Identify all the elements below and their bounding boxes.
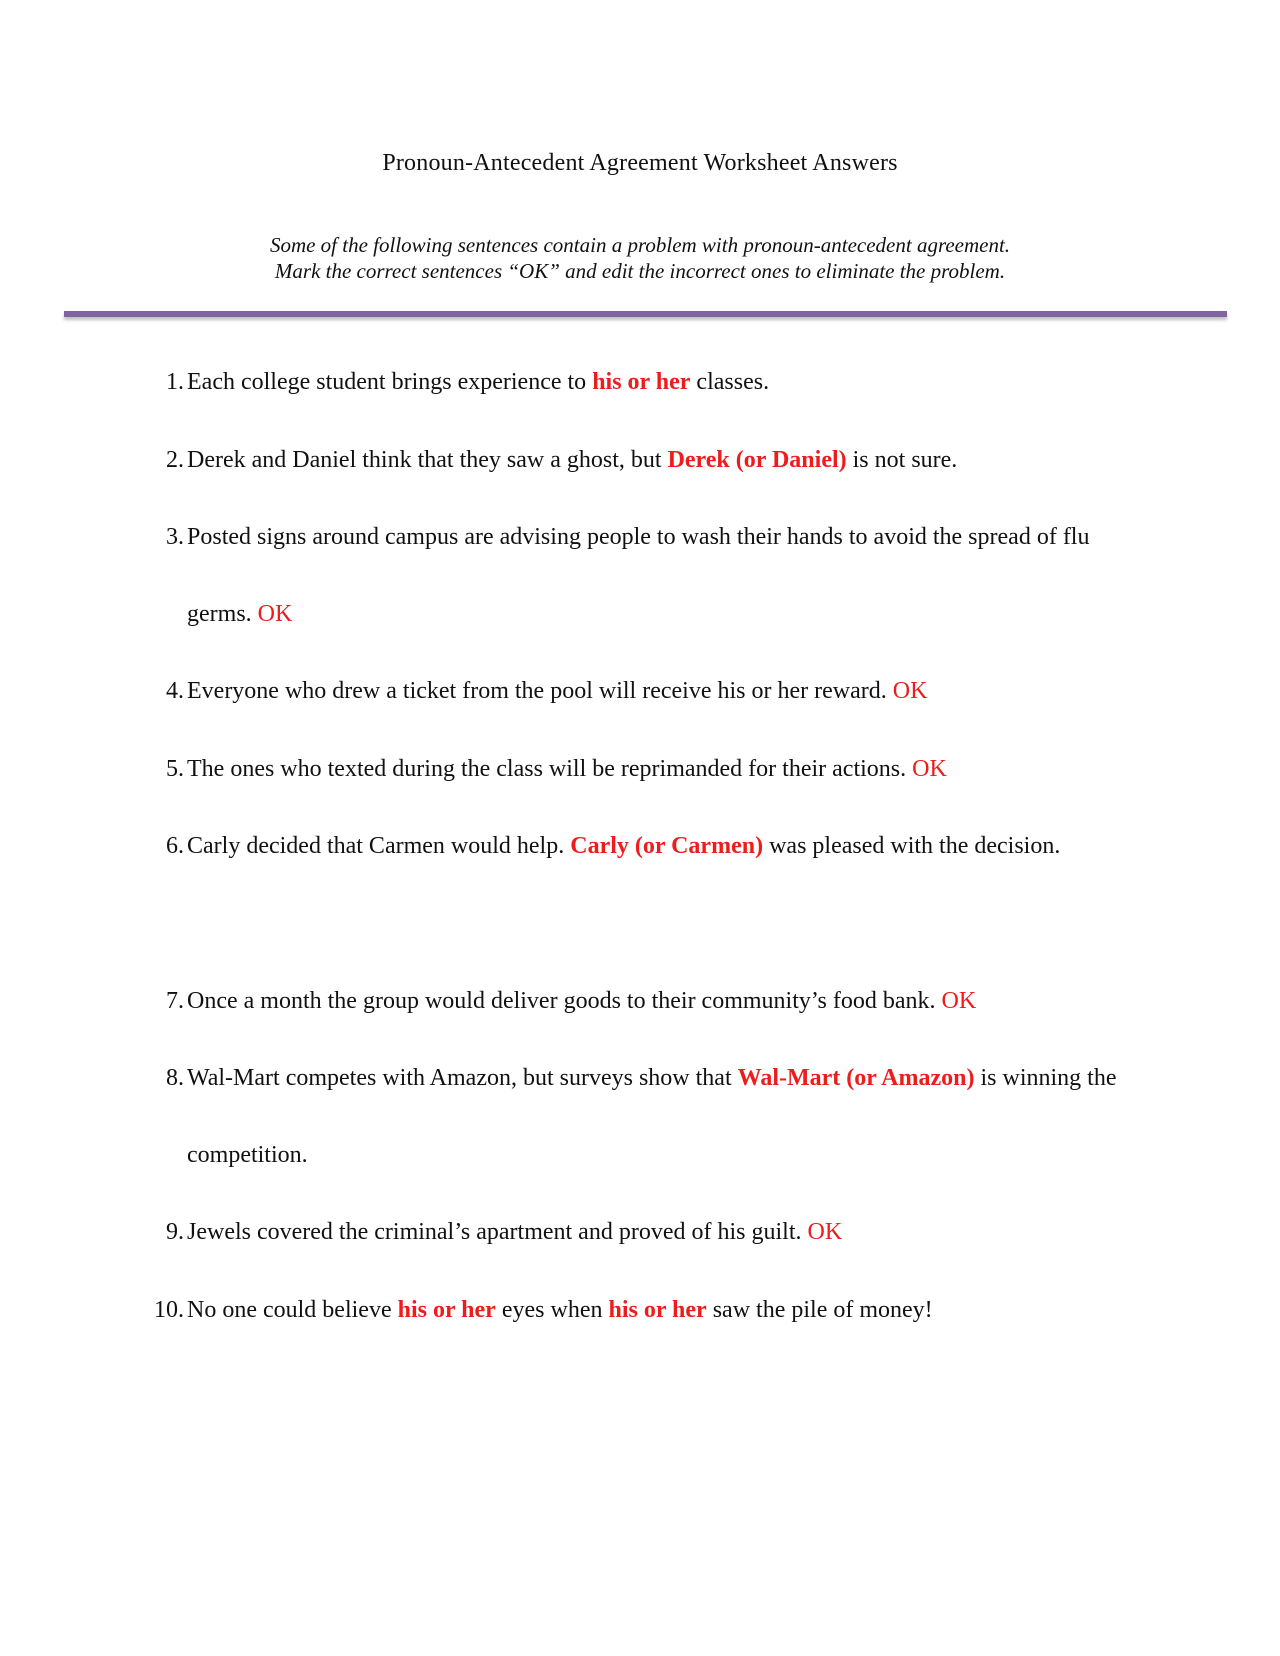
- instructions-line-1: Some of the following sentences contain a problem with pronoun-antecedent agreement.: [269, 233, 1011, 257]
- instructions: [0, 232, 1280, 284]
- question-number: 9.: [166, 1219, 184, 1245]
- question-number: 6.: [166, 833, 184, 859]
- question-text: [187, 963, 1117, 1040]
- question-number: 3.: [166, 524, 184, 550]
- question-number: 7.: [166, 988, 184, 1014]
- question-text: [187, 1194, 1117, 1271]
- sentence-text: was pleased with the decision.: [763, 833, 1061, 859]
- question-text: [187, 344, 1117, 421]
- question-number: 5.: [166, 756, 184, 782]
- question-text: [187, 1272, 1117, 1349]
- answer-ok: OK: [892, 678, 928, 704]
- question-number: 2.: [166, 447, 184, 473]
- answer-ok: OK: [257, 601, 293, 627]
- question-text: [187, 653, 1117, 730]
- answer-correction: his or her: [397, 1297, 496, 1323]
- page-title: Pronoun-Antecedent Agreement Worksheet Answers: [382, 150, 898, 176]
- answer-correction: Derek (or Daniel): [667, 447, 847, 473]
- answer-correction: his or her: [592, 369, 691, 395]
- question-number: 8.: [166, 1065, 184, 1091]
- sentence-text: Once a month the group would deliver goods to their community’s food bank.: [187, 988, 942, 1014]
- answer-ok: OK: [807, 1219, 843, 1245]
- sentence-text: is not sure.: [846, 447, 958, 473]
- sentence-text: No one could believe: [187, 1297, 398, 1323]
- instructions-line-2: Mark the correct sentences “OK” and edit the incorrect ones to eliminate the problem.: [274, 259, 1006, 283]
- sentence-text: Posted signs around campus are advising people to wash their hands to avoid the spread of flu germs.: [187, 524, 1090, 627]
- answer-correction: Carly (or Carmen): [570, 833, 764, 859]
- sentence-text: Each college student brings experience to: [187, 369, 593, 395]
- sentence-text: Everyone who drew a ticket from the pool will receive his or her reward.: [187, 678, 893, 704]
- question-text: [187, 808, 1082, 885]
- question-number: 10.: [154, 1297, 184, 1323]
- sentence-text: Derek and Daniel think that they saw a ghost, but: [187, 447, 668, 473]
- sentence-text: Carly decided that Carmen would help.: [187, 833, 571, 859]
- sentence-text: Wal-Mart competes with Amazon, but surveys show that: [187, 1065, 738, 1091]
- question-text: [187, 422, 1117, 499]
- sentence-text: saw the pile of money!: [706, 1297, 933, 1323]
- sentence-text: The ones who texted during the class will be reprimanded for their actions.: [187, 756, 913, 782]
- answer-correction: his or her: [608, 1297, 707, 1323]
- answer-correction: Wal-Mart (or Amazon): [737, 1065, 975, 1091]
- question-number: 4.: [166, 678, 184, 704]
- sentence-text: Jewels covered the criminal’s apartment and proved of his guilt.: [187, 1219, 808, 1245]
- divider-rule: [64, 311, 1227, 317]
- answer-ok: OK: [912, 756, 947, 782]
- question-number: 1.: [166, 369, 184, 395]
- question-text: [187, 499, 1097, 653]
- sentence-text: classes.: [690, 369, 770, 395]
- question-text: [187, 1040, 1117, 1194]
- sentence-text: eyes when: [495, 1297, 609, 1323]
- question-text: [187, 731, 1117, 808]
- answer-ok: OK: [941, 988, 977, 1014]
- sentence-text: is winning the competition.: [187, 1065, 1117, 1168]
